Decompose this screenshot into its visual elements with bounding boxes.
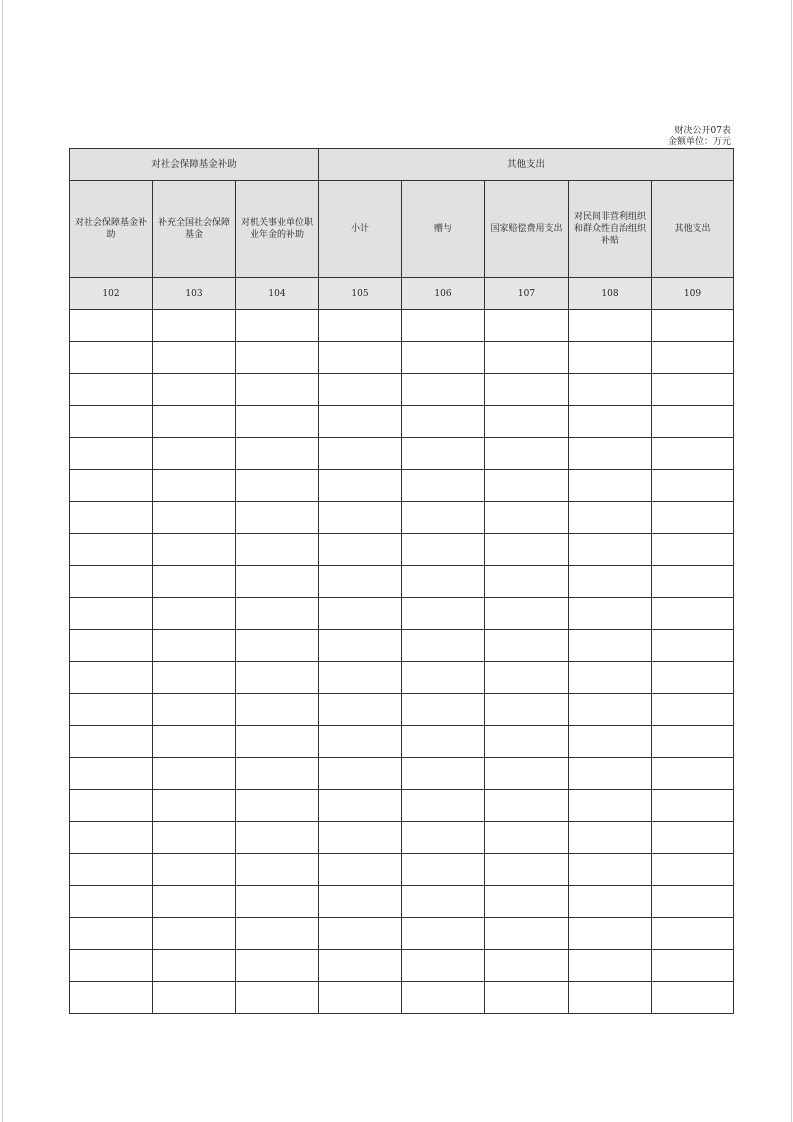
table-cell: [319, 630, 402, 662]
table-cell: [569, 534, 652, 566]
expenditure-table: [69, 148, 734, 1014]
table-cell: [319, 694, 402, 726]
table-cell: [70, 630, 153, 662]
table-cell: [652, 342, 734, 374]
table-row: [70, 406, 734, 438]
table-cell: [70, 566, 153, 598]
table-cell: [652, 886, 734, 918]
table-cell: [652, 982, 734, 1014]
table-cell: [70, 758, 153, 790]
table-cell: [485, 726, 569, 758]
table-cell: [70, 438, 153, 470]
table-cell: [70, 662, 153, 694]
table-cell: [652, 438, 734, 470]
table-row: [70, 470, 734, 502]
column-header: 对社会保障基金补助: [70, 181, 153, 278]
table-cell: [236, 822, 319, 854]
table-row: [70, 918, 734, 950]
column-code: 109: [652, 278, 734, 310]
table-row: [70, 790, 734, 822]
table-cell: [569, 694, 652, 726]
table-cell: [236, 662, 319, 694]
table-cell: [319, 598, 402, 630]
table-cell: [153, 438, 236, 470]
table-row: [70, 726, 734, 758]
table-cell: [402, 950, 485, 982]
table-cell: [402, 662, 485, 694]
table-row: [70, 822, 734, 854]
table-cell: [319, 822, 402, 854]
table-cell: [485, 854, 569, 886]
table-cell: [70, 982, 153, 1014]
table-cell: [236, 790, 319, 822]
group-header-other-expenditure: 其他支出: [319, 149, 734, 181]
table-cell: [569, 982, 652, 1014]
table-cell: [236, 982, 319, 1014]
table-cell: [485, 406, 569, 438]
table-cell: [70, 406, 153, 438]
table-cell: [236, 502, 319, 534]
table-cell: [153, 310, 236, 342]
table-cell: [70, 470, 153, 502]
table-cell: [70, 854, 153, 886]
table-cell: [569, 918, 652, 950]
table-cell: [402, 502, 485, 534]
table-cell: [485, 470, 569, 502]
table-row: [70, 854, 734, 886]
table-cell: [652, 918, 734, 950]
column-code: 105: [319, 278, 402, 310]
table-row: [70, 566, 734, 598]
table-cell: [485, 598, 569, 630]
table-cell: [569, 502, 652, 534]
column-header: 对机关事业单位职业年金的补助: [236, 181, 319, 278]
table-cell: [402, 790, 485, 822]
table-cell: [319, 758, 402, 790]
table-cell: [485, 438, 569, 470]
data-rows: [70, 310, 734, 1014]
table-cell: [569, 438, 652, 470]
table-cell: [402, 982, 485, 1014]
table-cell: [652, 598, 734, 630]
table-cell: [402, 694, 485, 726]
table-cell: [402, 374, 485, 406]
table-cell: [402, 406, 485, 438]
table-row: [70, 438, 734, 470]
table-cell: [652, 694, 734, 726]
table-cell: [402, 854, 485, 886]
column-header: 国家赔偿费用支出: [485, 181, 569, 278]
table-row: [70, 342, 734, 374]
report-meta: [668, 126, 731, 148]
table-cell: [402, 918, 485, 950]
form-id: 财决公开07表: [674, 126, 731, 136]
table-cell: [236, 918, 319, 950]
table-cell: [70, 918, 153, 950]
table-cell: [70, 534, 153, 566]
page-edge-left: [2, 0, 3, 1122]
table-cell: [70, 342, 153, 374]
table-cell: [153, 534, 236, 566]
table-cell: [485, 310, 569, 342]
table-cell: [153, 822, 236, 854]
table-cell: [485, 566, 569, 598]
table-cell: [319, 406, 402, 438]
table-cell: [319, 790, 402, 822]
table-row: [70, 758, 734, 790]
table-cell: [153, 886, 236, 918]
table-cell: [319, 918, 402, 950]
table-cell: [569, 822, 652, 854]
table-cell: [402, 438, 485, 470]
column-code: 107: [485, 278, 569, 310]
column-header: 对民间非营利组织和群众性自治组织补贴: [569, 181, 652, 278]
table-cell: [652, 374, 734, 406]
table-cell: [153, 854, 236, 886]
table-cell: [569, 598, 652, 630]
table-row: [70, 502, 734, 534]
table-cell: [70, 374, 153, 406]
group-header-social-security: 对社会保障基金补助: [70, 149, 319, 181]
table-cell: [652, 950, 734, 982]
table-row: [70, 950, 734, 982]
table-cell: [485, 534, 569, 566]
table-cell: [485, 342, 569, 374]
table-cell: [319, 566, 402, 598]
table-cell: [569, 790, 652, 822]
column-code: 104: [236, 278, 319, 310]
table-cell: [569, 566, 652, 598]
table-cell: [236, 726, 319, 758]
amount-unit: 金额单位：万元: [667, 137, 731, 147]
table-cell: [319, 534, 402, 566]
table-cell: [402, 534, 485, 566]
table-cell: [153, 918, 236, 950]
table-cell: [70, 694, 153, 726]
table-cell: [485, 822, 569, 854]
table-cell: [652, 566, 734, 598]
table-cell: [485, 982, 569, 1014]
table-cell: [569, 854, 652, 886]
table-cell: [153, 374, 236, 406]
table-cell: [319, 438, 402, 470]
table-cell: [153, 982, 236, 1014]
table-cell: [236, 406, 319, 438]
table-cell: [319, 662, 402, 694]
table-cell: [485, 374, 569, 406]
table-cell: [319, 886, 402, 918]
table-cell: [485, 630, 569, 662]
table-cell: [319, 854, 402, 886]
group-header-row: [70, 149, 734, 181]
table-cell: [236, 694, 319, 726]
table-cell: [319, 502, 402, 534]
table-cell: [236, 470, 319, 502]
table-row: [70, 598, 734, 630]
table-cell: [70, 310, 153, 342]
table-cell: [153, 406, 236, 438]
table-cell: [153, 758, 236, 790]
table-cell: [319, 726, 402, 758]
table-row: [70, 662, 734, 694]
table-cell: [652, 630, 734, 662]
table-cell: [153, 598, 236, 630]
table-cell: [319, 342, 402, 374]
table-cell: [652, 822, 734, 854]
table-row: [70, 886, 734, 918]
table-cell: [569, 662, 652, 694]
table-cell: [236, 886, 319, 918]
table-row: [70, 374, 734, 406]
table-cell: [402, 566, 485, 598]
table-cell: [485, 918, 569, 950]
table-cell: [569, 630, 652, 662]
table-row: [70, 310, 734, 342]
table-cell: [402, 310, 485, 342]
table-cell: [153, 342, 236, 374]
table-cell: [153, 630, 236, 662]
column-header: 其他支出: [652, 181, 734, 278]
table-cell: [652, 758, 734, 790]
table-cell: [402, 886, 485, 918]
table-cell: [652, 726, 734, 758]
table-cell: [402, 598, 485, 630]
column-header: 赠与: [402, 181, 485, 278]
page-edge-right: [791, 0, 792, 1122]
column-header: 小计: [319, 181, 402, 278]
table-cell: [236, 310, 319, 342]
table-row: [70, 534, 734, 566]
table-cell: [569, 758, 652, 790]
table-cell: [485, 502, 569, 534]
table-cell: [402, 630, 485, 662]
table-cell: [402, 726, 485, 758]
table-cell: [569, 342, 652, 374]
table-cell: [402, 758, 485, 790]
table-cell: [485, 662, 569, 694]
table-cell: [236, 566, 319, 598]
table-cell: [153, 790, 236, 822]
table-cell: [569, 886, 652, 918]
table-cell: [319, 470, 402, 502]
table-cell: [236, 598, 319, 630]
table-cell: [236, 374, 319, 406]
column-header-row: [70, 181, 734, 278]
table-cell: [153, 726, 236, 758]
table-cell: [402, 470, 485, 502]
column-code: 102: [70, 278, 153, 310]
table-cell: [402, 822, 485, 854]
table-cell: [569, 726, 652, 758]
table-cell: [652, 854, 734, 886]
table-cell: [70, 822, 153, 854]
table-cell: [153, 950, 236, 982]
table-cell: [70, 790, 153, 822]
table-cell: [402, 342, 485, 374]
table-cell: [569, 406, 652, 438]
table-cell: [236, 630, 319, 662]
table-cell: [70, 886, 153, 918]
table-cell: [652, 470, 734, 502]
table-row: [70, 630, 734, 662]
table-cell: [236, 342, 319, 374]
table-cell: [319, 950, 402, 982]
table-row: [70, 694, 734, 726]
column-code: 108: [569, 278, 652, 310]
table-cell: [485, 950, 569, 982]
column-header: 补充全国社会保障基金: [153, 181, 236, 278]
table-cell: [153, 694, 236, 726]
table-cell: [70, 726, 153, 758]
table-cell: [652, 310, 734, 342]
table-cell: [319, 982, 402, 1014]
table-cell: [569, 374, 652, 406]
table-cell: [485, 790, 569, 822]
table-cell: [236, 854, 319, 886]
table-cell: [319, 310, 402, 342]
table-cell: [153, 470, 236, 502]
table-cell: [485, 758, 569, 790]
table-cell: [652, 502, 734, 534]
column-code: 106: [402, 278, 485, 310]
table-cell: [70, 598, 153, 630]
table-cell: [236, 758, 319, 790]
table-cell: [652, 406, 734, 438]
table-cell: [153, 566, 236, 598]
table-cell: [569, 310, 652, 342]
table-cell: [569, 470, 652, 502]
table-cell: [652, 790, 734, 822]
table-cell: [652, 662, 734, 694]
table-cell: [569, 950, 652, 982]
table-cell: [319, 374, 402, 406]
table-cell: [70, 502, 153, 534]
table-cell: [236, 438, 319, 470]
table-cell: [236, 950, 319, 982]
table-cell: [485, 694, 569, 726]
table-cell: [652, 534, 734, 566]
column-code: 103: [153, 278, 236, 310]
table-cell: [70, 950, 153, 982]
column-code-row: [70, 278, 734, 310]
table-cell: [236, 534, 319, 566]
table-cell: [153, 502, 236, 534]
table-cell: [153, 662, 236, 694]
table-cell: [485, 886, 569, 918]
table-row: [70, 982, 734, 1014]
